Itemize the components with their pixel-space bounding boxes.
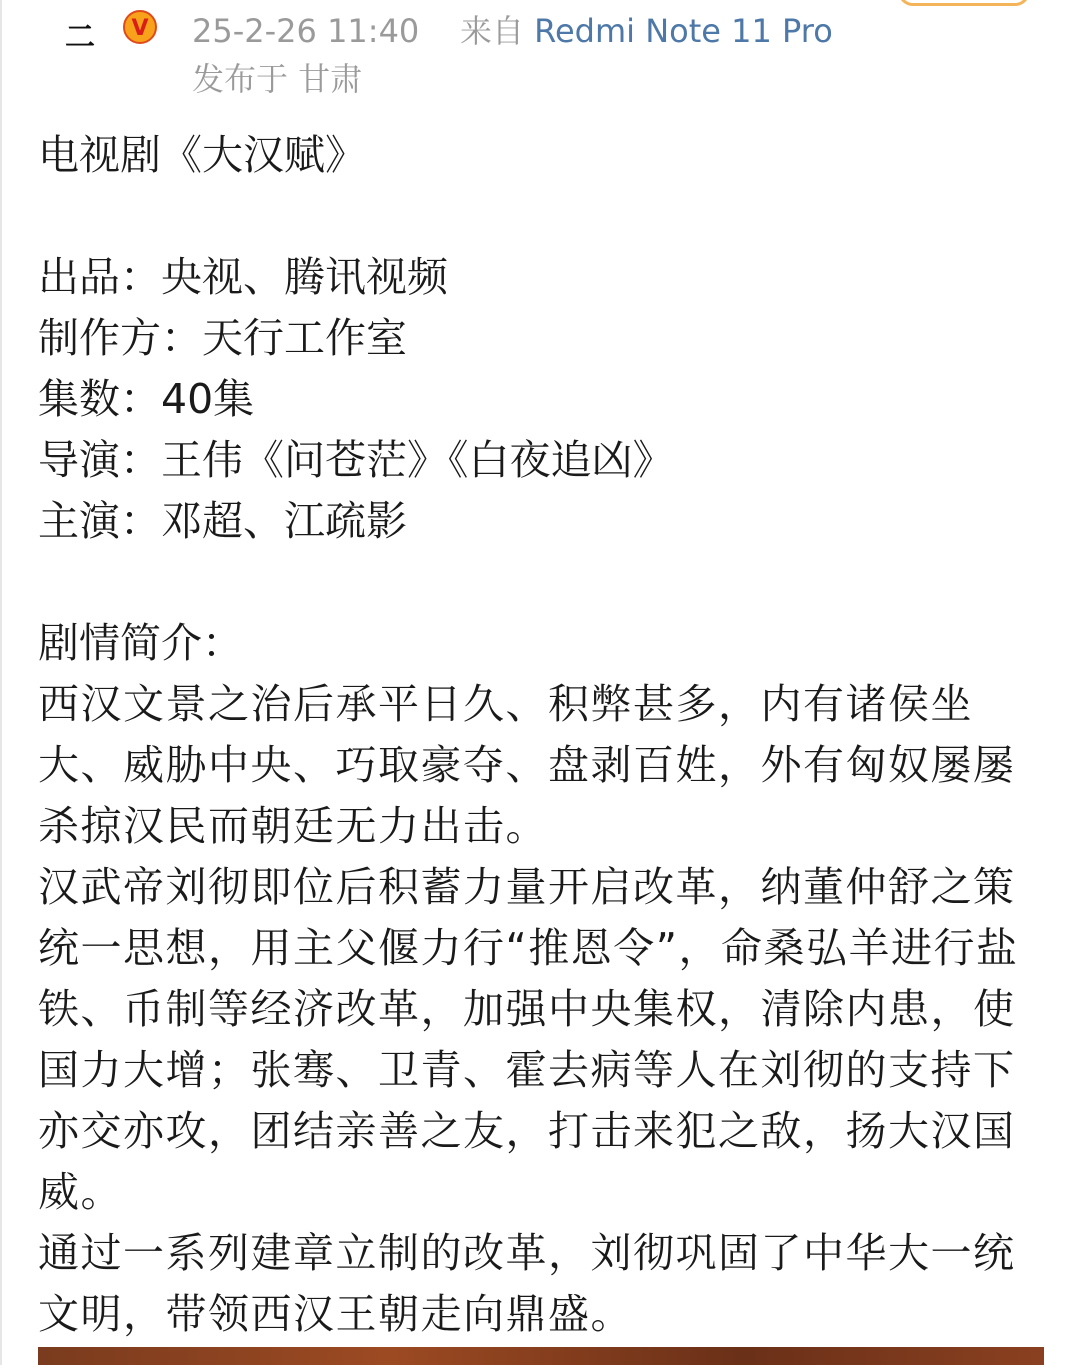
device-link[interactable]: Redmi Note 11 Pro [534,12,833,50]
attached-image-preview[interactable] [38,1347,1044,1365]
synopsis-heading: 剧情简介： [38,619,243,667]
post-body [38,125,1048,1345]
post-location: 发布于 甘肃 [192,60,363,98]
director-line: 导演：王伟《问苍茫》《白夜追凶》 [38,436,674,484]
verified-badge-icon: V [123,10,157,44]
follow-button[interactable] [898,0,1030,6]
synopsis-paragraph-3: 通过一系列建章立制的改革，刘彻巩固了中华大一统文明，带领西汉王朝走向鼎盛。 [38,1229,1016,1338]
source-prefix: 来自 [459,12,524,50]
studio-line: 制作方：天行工作室 [38,314,407,362]
synopsis-paragraph-1: 西汉文景之治后承平日久、积弊甚多，内有诸侯坐大、威胁中央、巧取豪夺、盘剥百姓，外有匈奴屡屡杀掠汉民而朝廷无力出击。 [38,680,1016,850]
post-header [0,0,1080,100]
avatar[interactable] [55,0,155,55]
synopsis-paragraph-2: 汉武帝刘彻即位后积蓄力量开启改革，纳董仲舒之策统一思想，用主父偃力行“推恩令”，命桑弘羊进行盐铁、币制等经济改革，加强中央集权，清除内患，使国力大增；张骞、卫青、霍去病等人在刘彻的支持下亦交亦攻，团结亲善之友，打击来犯之敌，扬大汉国威。 [38,863,1019,1216]
post-timestamp: 25-2-26 11:40 [192,12,420,50]
cast-line: 主演：邓超、江疏影 [38,497,407,545]
spacer [38,186,1048,247]
spacer [38,552,1048,613]
avatar-name-fragment: 二 [65,20,97,55]
episodes-line: 集数：40集 [38,375,255,423]
post-meta [192,6,833,52]
post-title: 电视剧《大汉赋》 [38,131,366,179]
page-edge [0,0,2,1365]
producer-line: 出品：央视、腾讯视频 [38,253,448,301]
